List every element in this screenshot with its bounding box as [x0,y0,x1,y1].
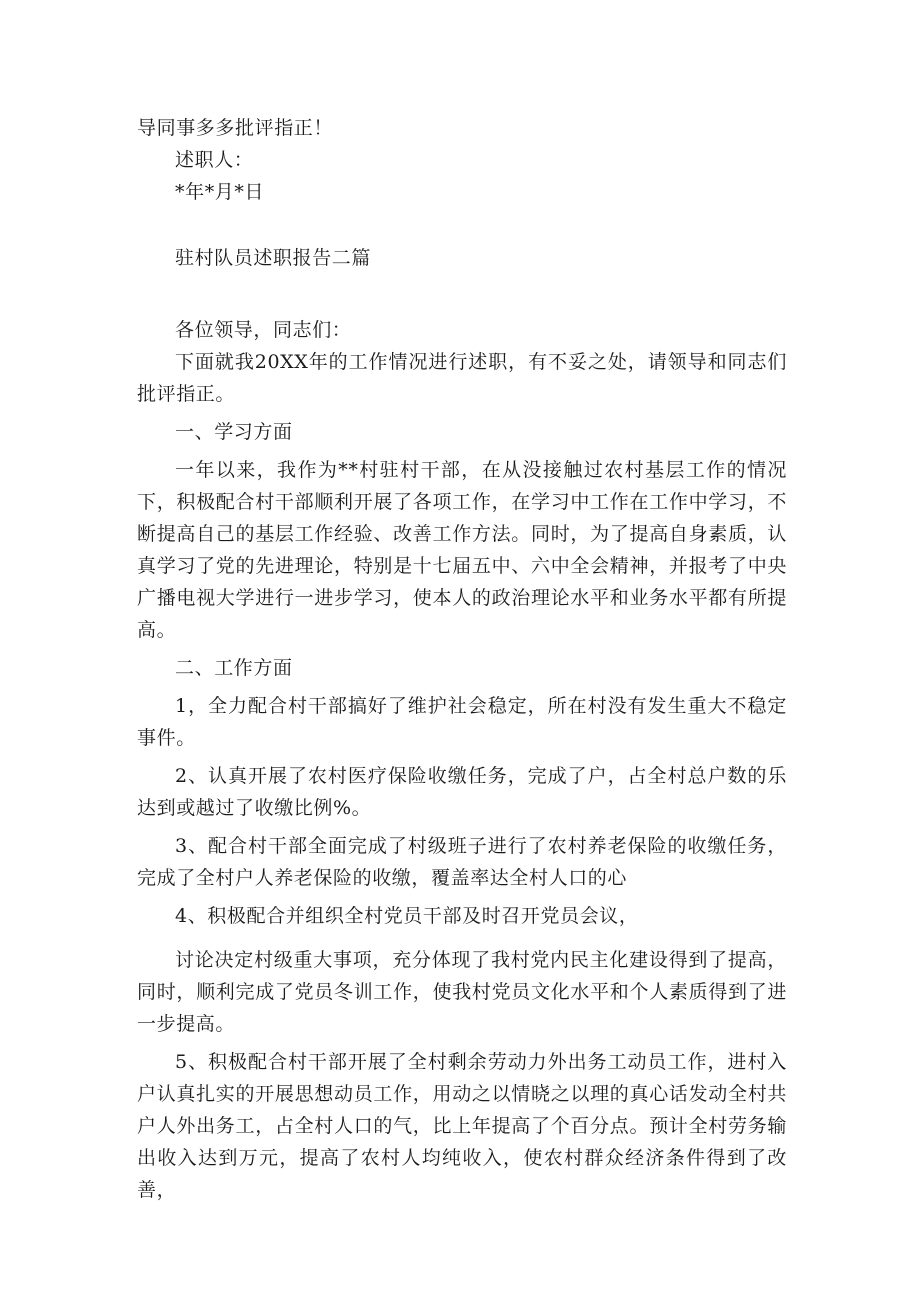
work-item-2: 2、认真开展了农村医疗保险收缴任务，完成了户，占全村总户数的乐达到或越过了收缴比例%。 [137,765,787,819]
document-body [137,112,787,1206]
closing-line: 导同事多多批评指正！ [137,117,334,139]
intro-paragraph: 下面就我20XX年的工作情况进行述职，有不妥之处，请领导和同志们批评指正。 [137,351,787,405]
section-heading-study: 一、学习方面 [175,421,293,443]
work-item-5: 5、积极配合村干部开展了全村剩余劳动力外出务工动员工作，进村入户认真扎实的开展思想动员工作，用动之以情晓之以理的真心话发动全村共户人外出务工，占全村人口的气，比上年提高了个百分点。预计全村劳务输出收入达到万元，提高了农村人均纯收入，使农村群众经济条件得到了改善， [137,1051,787,1201]
reporter-label: 述职人： [175,149,254,171]
greeting: 各位领导，同志们： [175,319,352,341]
study-paragraph: 一年以来，我作为**村驻村干部，在从没接触过农村基层工作的情况下，积极配合村干部顺利开展了各项工作，在学习中工作在工作中学习，不断提高自己的基层工作经验、改善工作方法。同时，为了提高自身素质，认真学习了党的先进理论，特别是十七届五中、六中全会精神，并报考了中央广播电视大学进行一进步学习，使本人的政治理论水平和业务水平都有所提高。 [137,459,787,641]
work-item-1: 1，全力配合村干部搞好了维护社会稳定，所在村没有发生重大不稳定事件。 [137,695,787,749]
date-line: *年*月*日 [175,181,265,203]
work-item-3: 3、配合村干部全面完成了村级班子进行了农村养老保险的收缴任务，完成了全村户人养老保险的收缴，覆盖率达全村人口的心 [137,835,787,889]
work-item-4-continued: 讨论决定村级重大事项，充分体现了我村党内民主化建设得到了提高，同时，顺利完成了党员冬训工作，使我村党员文化水平和个人素质得到了进一步提高。 [137,949,787,1035]
report-title: 驻村队员述职报告二篇 [175,247,372,269]
section-heading-work: 二、工作方面 [175,657,293,679]
work-item-4: 4、积极配合并组织全村党员干部及时召开党员会议， [175,905,639,927]
